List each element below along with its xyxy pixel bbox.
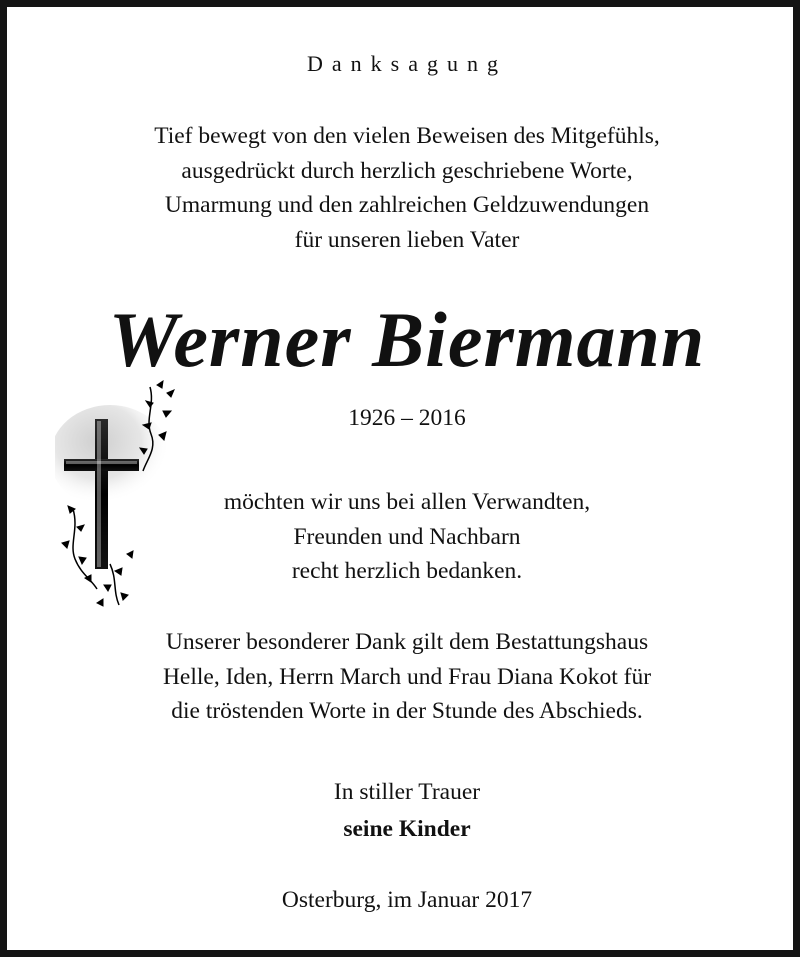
intro-line: Umarmung und den zahlreichen Geldzuwendungen: [164, 192, 650, 218]
intro-line: Tief bewegt von den vielen Beweisen des Mitgefühls,: [154, 123, 660, 149]
place-date: Osterburg, im Januar 2017: [281, 887, 533, 913]
special-thanks-line: Unserer besonderer Dank gilt dem Bestattungshaus: [165, 629, 649, 655]
special-thanks-line: Helle, Iden, Herrn March und Frau Diana Kokot für: [162, 663, 652, 690]
special-thanks-text: [7, 625, 800, 729]
special-thanks-line: die tröstenden Worte in der Stunde des Abschieds.: [171, 698, 643, 724]
signature: seine Kinder: [343, 816, 471, 842]
intro-line: ausgedrückt durch herzlich geschriebene Worte,: [181, 157, 633, 184]
deceased-name: Werner Biermann: [108, 296, 706, 383]
heading: Danksagung: [307, 51, 507, 76]
thanks-line: möchten wir uns bei allen Verwandten,: [223, 489, 591, 515]
intro-text: [7, 119, 800, 257]
thanks-line: recht herzlich bedanken.: [291, 558, 523, 584]
intro-line: für unseren lieben Vater: [294, 226, 520, 253]
mourning-text: In stiller Trauer: [333, 779, 481, 805]
thanks-text: [7, 485, 800, 589]
thanks-line: Freunden und Nachbarn: [293, 523, 521, 550]
life-years: 1926 – 2016: [348, 405, 466, 431]
